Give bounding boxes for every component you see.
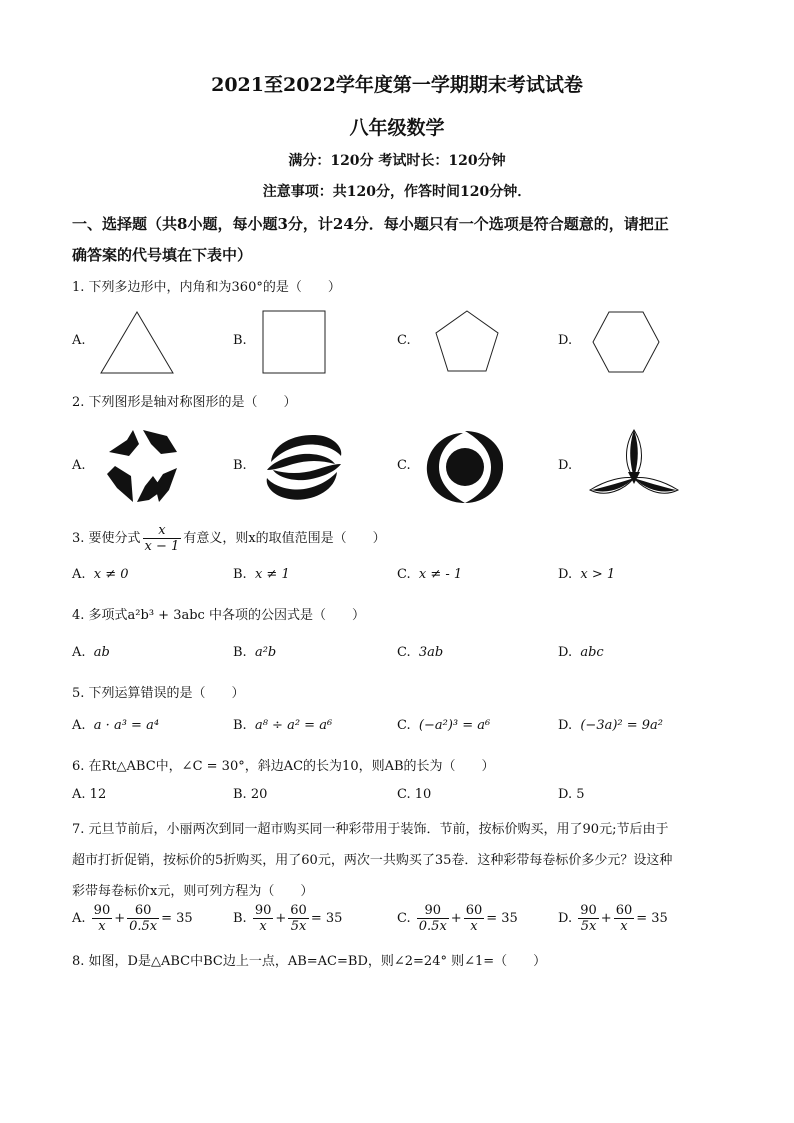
q5-option-c — [397, 718, 490, 733]
question-5-stem: 5. 下列运算错误的是（ ） — [72, 686, 245, 701]
q6-option-b — [233, 787, 267, 802]
question-3-stem — [72, 523, 386, 554]
q6-option-b-label: B. — [233, 787, 247, 802]
q1-option-d-label: D. — [558, 333, 573, 348]
q5-option-c-text: (−a²)³ = a⁶ — [418, 718, 491, 733]
q5-option-b — [233, 718, 332, 733]
page-title: 2021至2022学年度第一学期期末考试试卷 — [211, 74, 583, 96]
q5-option-a-text: a · a³ = a⁴ — [93, 718, 160, 733]
q6-option-a — [72, 787, 106, 802]
q3-option-b-label: B. — [233, 567, 247, 582]
q6-option-c-label: C. — [397, 787, 411, 802]
q5-option-d — [558, 718, 663, 733]
q3-option-a-label: A. — [72, 567, 86, 582]
q6-option-a-text: 12 — [89, 787, 107, 802]
q5-option-d-label: D. — [558, 718, 573, 733]
q4-option-b-text: a²b — [254, 645, 277, 660]
q3-option-d-label: D. — [558, 567, 573, 582]
q7-option-c-label: C. — [397, 911, 411, 926]
question-6-stem: 6. 在Rt△ABC中，∠C = 30°，斜边AC的长为10，则AB的长为（ ） — [72, 759, 495, 774]
q7-d-d2: x — [620, 919, 628, 934]
section-heading-line1: 一、选择题（共8小题，每小题3分，计24分．每小题只有一个选项是符合题意的，请把正 — [72, 215, 669, 233]
triangle-figure — [100, 310, 176, 376]
q7-c-frac2 — [464, 903, 485, 934]
q7-d-n2: 60 — [615, 903, 633, 918]
q5-option-d-text: (−3a)² = 9a² — [580, 718, 664, 733]
question-4-stem: 4. 多项式a²b³ + 3abc 中各项的公因式是（ ） — [72, 608, 365, 623]
question-7-line3: 彩带每卷标价x元，则可列方程为（ ） — [72, 884, 314, 899]
q7-option-b-label: B. — [233, 911, 247, 926]
q7-option-b — [233, 903, 342, 934]
q7-c-rhs: = 35 — [486, 911, 518, 926]
q4-option-a-text: ab — [93, 645, 110, 660]
q4-option-d-label: D. — [558, 645, 573, 660]
q4-option-c — [397, 645, 443, 660]
question-2-stem: 2. 下列图形是轴对称图形的是（ ） — [72, 395, 297, 410]
question-8-stem: 8. 如图，D是△ABC中BC边上一点，AB=AC=BD，则∠2=24° 则∠1=（ ） — [72, 954, 547, 969]
q7-b-n1: 90 — [254, 903, 272, 918]
q7-option-d — [558, 903, 668, 934]
question-1-stem: 1. 下列多边形中，内角和为360°的是（ ） — [72, 280, 341, 295]
q4-option-c-text: 3ab — [418, 645, 444, 660]
q3-option-a — [72, 567, 129, 582]
q4-option-a-label: A. — [72, 645, 86, 660]
q7-b-d2: 5x — [290, 919, 307, 934]
q3-option-c — [397, 567, 462, 582]
section-heading-line2: 确答案的代号填在下表中） — [72, 246, 253, 264]
q7-option-c — [397, 903, 518, 934]
q7-a-plus: + — [114, 911, 126, 926]
q7-d-d1: 5x — [580, 919, 597, 934]
q2-option-b-label: B. — [233, 458, 247, 473]
q7-d-rhs: = 35 — [636, 911, 668, 926]
q2-option-c-label: C. — [397, 458, 411, 473]
subject-title: 八年级数学 — [349, 117, 445, 139]
q7-a-frac1 — [92, 903, 113, 934]
pentagon-figure — [434, 309, 500, 373]
q5-option-b-label: B. — [233, 718, 247, 733]
q7-d-frac1 — [578, 903, 599, 934]
q3-option-c-label: C. — [397, 567, 411, 582]
q3-option-a-text: x ≠ 0 — [93, 567, 129, 582]
q7-d-plus: + — [600, 911, 612, 926]
q6-option-d-label: D. — [558, 787, 573, 802]
q3-option-d-text: x > 1 — [580, 567, 616, 582]
q4-option-d-text: abc — [580, 645, 604, 660]
q3-option-d — [558, 567, 615, 582]
q6-option-a-label: A. — [72, 787, 86, 802]
q7-b-frac1 — [253, 903, 274, 934]
q7-c-frac1 — [417, 903, 449, 934]
star-pinwheel-figure — [103, 430, 181, 504]
q7-c-plus: + — [450, 911, 462, 926]
q5-option-a — [72, 718, 159, 733]
q7-b-n2: 60 — [290, 903, 307, 918]
question-7-line1: 7. 元旦节前后，小丽两次到同一超市购买同一种彩带用于装饰．节前，按标价购买，用了90元;节后由于 — [72, 822, 669, 837]
q4-option-b-label: B. — [233, 645, 247, 660]
q3-lead: 3. 要使分式 — [72, 531, 141, 546]
square-figure — [262, 310, 326, 374]
hexagon-figure — [592, 311, 660, 373]
q3-option-b-text: x ≠ 1 — [254, 567, 290, 582]
q7-a-frac2 — [127, 903, 159, 934]
q6-option-c-text: 10 — [414, 787, 432, 802]
q7-b-rhs: = 35 — [310, 911, 343, 926]
q3-fraction — [143, 523, 182, 554]
q7-b-frac2 — [288, 903, 309, 934]
q6-option-b-text: 20 — [250, 787, 268, 802]
q1-option-b-label: B. — [233, 333, 247, 348]
q7-c-n1: 90 — [417, 903, 449, 919]
score-time: 满分：120分 考试时长：120分钟 — [288, 153, 506, 169]
question-7-line2: 超市打折促销，按标价的5折购买，用了60元，两次一共购买了35卷．这种彩带每卷标价多少元？设这种 — [72, 853, 673, 868]
q3-frac-numerator: x — [143, 523, 182, 539]
q7-a-n1: 90 — [93, 903, 111, 918]
q3-option-c-text: x ≠ - 1 — [418, 567, 463, 582]
q7-b-plus: + — [275, 911, 287, 926]
q5-option-c-label: C. — [397, 718, 411, 733]
q7-option-a — [72, 903, 193, 934]
q6-option-d — [558, 787, 585, 802]
q1-option-a-label: A. — [72, 333, 86, 348]
q6-option-d-text: 5 — [576, 787, 585, 802]
split-circle-figure — [263, 430, 345, 504]
q3-frac-denominator: x − 1 — [144, 539, 180, 554]
q6-option-c — [397, 787, 431, 802]
q1-option-c-label: C. — [397, 333, 411, 348]
spiral-circle-figure — [425, 429, 505, 505]
q7-a-d2: 0.5x — [129, 919, 158, 934]
q7-option-d-label: D. — [558, 911, 573, 926]
q7-a-n2: 60 — [127, 903, 159, 919]
q4-option-c-label: C. — [397, 645, 411, 660]
q7-option-a-label: A. — [72, 911, 86, 926]
q7-c-d1: 0.5x — [418, 919, 447, 934]
q7-a-d1: x — [98, 919, 106, 934]
q5-option-a-label: A. — [72, 718, 86, 733]
q7-d-frac2 — [614, 903, 635, 934]
q7-b-d1: x — [259, 919, 267, 934]
q7-d-n1: 90 — [580, 903, 597, 918]
q4-option-b — [233, 645, 276, 660]
q3-option-b — [233, 567, 290, 582]
q7-c-d2: x — [470, 919, 478, 934]
notice: 注意事项：共120分，作答时间120分钟． — [262, 184, 532, 200]
q5-option-b-text: a⁸ ÷ a² = a⁶ — [254, 718, 333, 733]
q7-a-rhs: = 35 — [161, 911, 193, 926]
q4-option-a — [72, 645, 110, 660]
q3-tail: 有意义，则x的取值范围是（ ） — [183, 531, 386, 546]
q4-option-d — [558, 645, 604, 660]
q2-option-d-label: D. — [558, 458, 573, 473]
q2-option-a-label: A. — [72, 458, 86, 473]
trefoil-figure — [588, 428, 680, 504]
q7-c-n2: 60 — [465, 903, 483, 918]
